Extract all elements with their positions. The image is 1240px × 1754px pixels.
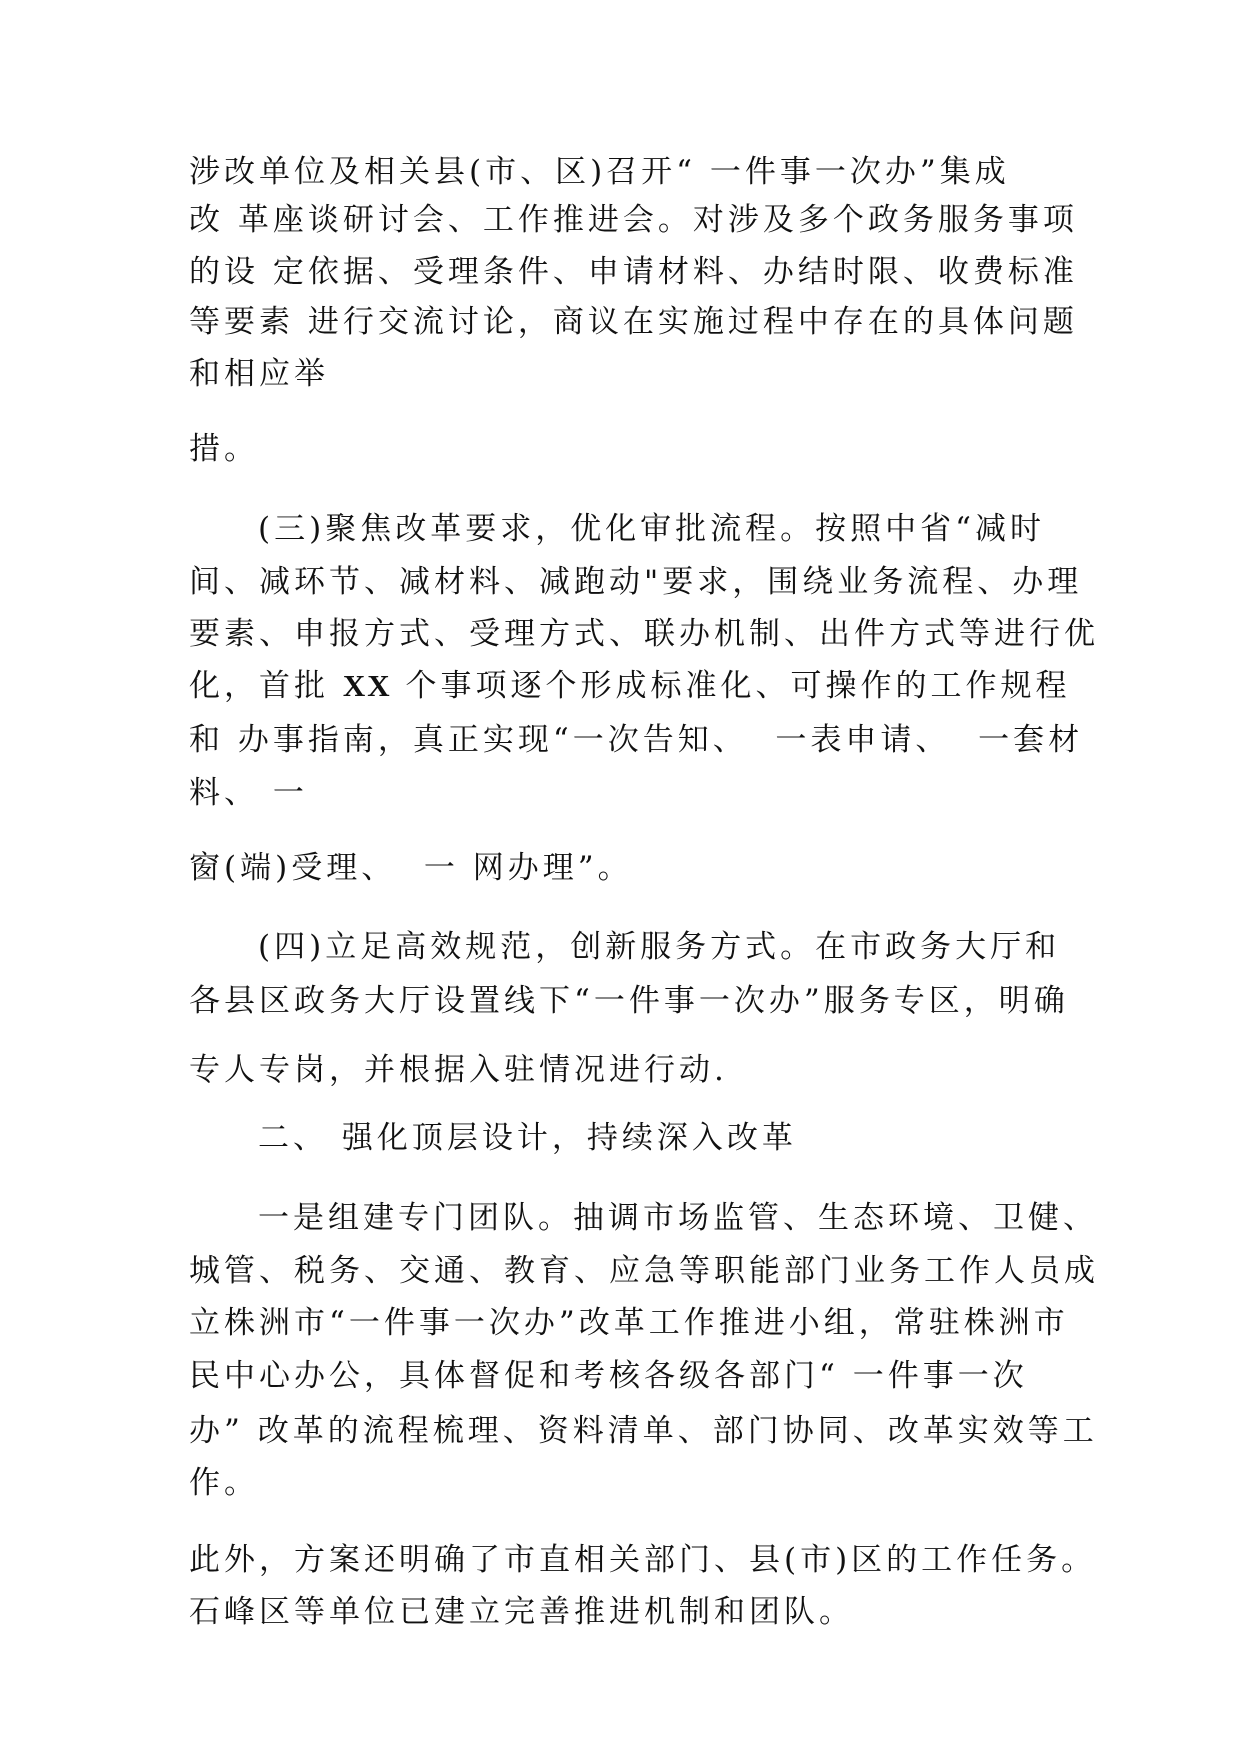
text-line: 改 革座谈研讨会、工作推进会。对涉及多个政务服务事项 [189,202,1078,238]
text-line: 料、 一 [189,775,308,811]
bold-placeholder: XX [342,668,392,703]
text-line: 涉改单位及相关县(市、区)召开“ 一件事一次办”集成 [189,154,1010,190]
text-line: 办” 改革的流程梳理、资料清单、部门协同、改革实效等工 [189,1413,1098,1449]
paragraph-3-first-line: (三)聚焦改革要求，优化审批流程。按照中省“减时 [258,511,1046,547]
text-line: 措。 [189,431,259,467]
text-line: 和 办事指南，真正实现“一次告知、 一表申请、 一套材 [189,722,1084,758]
text-segment: 化，首批 [189,668,329,704]
text-line: 各县区政务大厅设置线下“一件事一次办”服务专区，明确 [189,983,1069,1019]
text-segment: 个事项逐个形成标准化、可操作的工作规程 [405,668,1071,704]
section-heading: 二、 强化顶层设计，持续深入改革 [258,1120,797,1156]
text-line: 等要素 进行交流讨论，商议在实施过程中存在的具体问题 [189,304,1078,340]
text-line-with-bold [189,666,1071,706]
text-line: 的设 定依据、受理条件、申请材料、办结时限、收费标准 [189,254,1078,290]
text-line: 此外，方案还明确了市直相关部门、县(市)区的工作任务。 [189,1542,1097,1578]
text-line: 间、减环节、减材料、减跑动"要求，围绕业务流程、办理 [189,564,1083,600]
text-line: 石峰区等单位已建立完善推进机制和团队。 [189,1594,854,1630]
text-line: 要素、申报方式、受理方式、联办机制、出件方式等进行优 [189,616,1099,652]
paragraph-4-first-line: (四)立足高效规范，创新服务方式。在市政务大厅和 [258,929,1061,965]
text-line: 专人专岗，并根据入驻情况进行动. [189,1052,728,1088]
text-line: 城管、税务、交通、教育、应急等职能部门业务工作人员成 [189,1253,1099,1289]
text-line: 作。 [189,1465,259,1501]
text-line: 和相应举 [189,356,329,392]
text-line: 窗(端)受理、 一 网办理”。 [189,850,633,886]
text-line: 民中心办公，具体督促和考核各级各部门“ 一件事一次 [189,1358,1028,1394]
text-line: 立株洲市“一件事一次办”改革工作推进小组，常驻株洲市 [189,1305,1069,1341]
paragraph-first-line: 一是组建专门团队。抽调市场监管、生态环境、卫健、 [258,1200,1098,1236]
